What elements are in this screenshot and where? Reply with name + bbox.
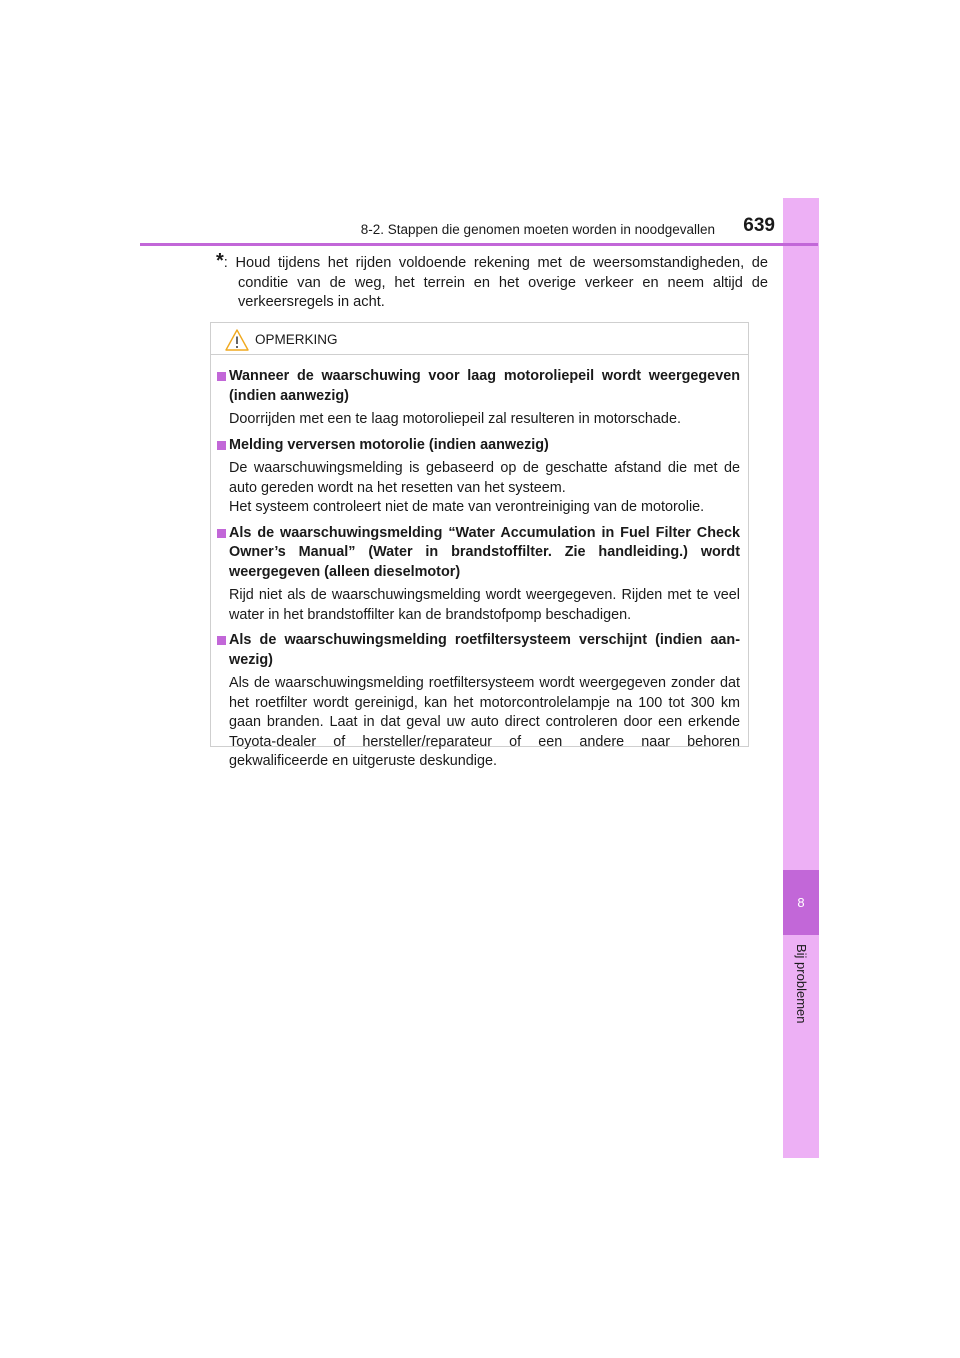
notice-item-text (217, 410, 740, 430)
page-header (140, 215, 783, 243)
notice-item-paragraph: Rijd niet als de waarschuwingsmelding wordt weergegeven. Rijden met te veel water in het brandstoffilter kan de brandstofpomp beschadigen. (229, 587, 740, 623)
notice-box (210, 322, 749, 769)
notice-item-heading (217, 436, 740, 456)
notice-item (217, 436, 740, 518)
notice-item (217, 367, 740, 430)
notice-item-heading-text: Wanneer de waarschuwing voor laag motoroliepeil wordt weergegeven (indien aanwezig) (229, 368, 740, 404)
footnote (216, 252, 768, 313)
square-bullet-icon (217, 636, 226, 645)
notice-item-heading (217, 631, 740, 670)
notice-item-paragraph: Als de waarschuwingsmelding roetfiltersysteem wordt weergegeven zonder dat het roetfilter wordt gereinigd, kan het motorcontrolelampje na 100 tot 300 km gaan branden. Laat in dat geval uw auto direct controleren door een erkende Toyota-dealer of hersteller/reparateur of een andere naar behoren gekwalificeerde en uitgeruste deskundige. (229, 675, 740, 769)
square-bullet-icon (217, 529, 226, 538)
header-rule (140, 243, 818, 246)
notice-item-paragraph: Doorrijden met een te laag motoroliepeil zal resulteren in motorschade. (229, 411, 681, 427)
notice-item-paragraph: De waarschuwingsmelding is gebaseerd op de geschatte afstand die met de auto gereden wordt na het resetten van het systeem. (229, 460, 740, 496)
notice-header (211, 323, 748, 355)
footnote-marker: * (216, 250, 224, 272)
notice-item-text (217, 586, 740, 625)
notice-item (217, 631, 740, 772)
notice-item-heading-text: Als de waarschuwingsmelding roetfiltersysteem verschijnt (indien aan-wezig) (229, 632, 740, 668)
notice-item-heading (217, 367, 740, 406)
chapter-number: 8 (783, 870, 819, 935)
notice-title: OPMERKING (255, 332, 338, 347)
section-title: 8-2. Stappen die genomen moeten worden in noodgevallen (360, 222, 715, 237)
page-number: 639 (743, 215, 775, 236)
notice-item-heading-text: Melding verversen motorolie (indien aanwezig) (229, 436, 549, 453)
notice-body (211, 355, 748, 772)
warning-triangle-icon (225, 329, 249, 351)
notice-item-heading-text: Als de waarschuwingsmelding “Water Accumulation in Fuel Filter Check Owner’s Manual” (Water in brandstoffilter. Zie handleiding.) wordt weergegeven (alleen dieselmotor) (229, 524, 740, 580)
notice-item-heading (217, 524, 740, 583)
notice-item (217, 524, 740, 626)
notice-item-text (217, 459, 740, 518)
square-bullet-icon (217, 441, 226, 450)
footnote-text: : Houd tijdens het rijden voldoende rekening met de weersomstandigheden, de conditie van de weg, het terrein en het overige verkeer en neem altijd de verkeersregels in acht. (223, 255, 768, 310)
notice-item-text (217, 674, 740, 772)
chapter-label: Bij problemen (794, 944, 809, 1024)
square-bullet-icon (217, 372, 226, 381)
notice-item-paragraph: Het systeem controleert niet de mate van verontreiniging van de motorolie. (229, 499, 705, 515)
